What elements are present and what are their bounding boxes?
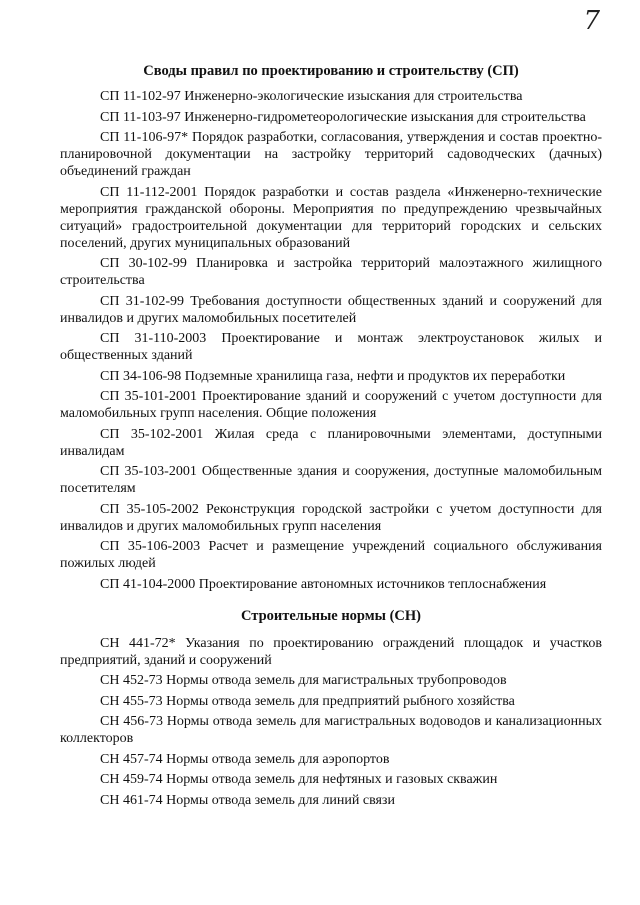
list-item: СП 31-110-2003 Проектирование и монтаж электроустановок жилых и общественных зданий	[60, 331, 602, 363]
list-item: СН 456-73 Нормы отвода земель для магистральных водоводов и канализационных коллекторов	[60, 714, 602, 746]
section-list-sp	[60, 88, 602, 593]
list-item: СН 455-73 Нормы отвода земель для предприятий рыбного хозяйства	[100, 693, 515, 709]
list-item: СП 35-103-2001 Общественные здания и сооружения, доступные маломобильным посетителям	[60, 464, 602, 496]
list-item: СП 11-103-97 Инженерно-гидрометеорологические изыскания для строительства	[100, 109, 586, 125]
list-item: СН 441-72* Указания по проектированию ограждений площадок и участков предприятий, зданий и сооружений	[60, 635, 602, 668]
list-item: СП 41-104-2000 Проектирование автономных источников теплоснабжения	[100, 576, 547, 592]
section-list-sn	[60, 635, 602, 809]
section-heading-sn: Строительные нормы (СН)	[240, 607, 422, 624]
section-heading-sp: Своды правил по проектированию и строительству (СП)	[143, 63, 519, 79]
list-item: СН 452-73 Нормы отвода земель для магистральных трубопроводов	[100, 673, 507, 688]
list-item: СП 11-102-97 Инженерно-экологические изыскания для строительства	[100, 89, 523, 104]
list-item: СП 35-106-2003 Расчет и размещение учреждений социального обслуживания пожилых людей	[60, 539, 602, 571]
list-item: СП 35-101-2001 Проектирование зданий и сооружений с учетом доступности для маломобильных групп населения. Общие положения	[60, 389, 602, 421]
list-item: СП 34-106-98 Подземные хранилища газа, нефти и продуктов их переработки	[100, 368, 566, 384]
list-item: СП 35-102-2001 Жилая среда с планировочными элементами, доступными инвалидам	[60, 426, 602, 459]
list-item: СП 31-102-99 Требования доступности общественных зданий и сооружений для инвалидов и других маломобильных посетителей	[60, 293, 602, 326]
list-item: СН 461-74 Нормы отвода земель для линий связи	[100, 792, 395, 808]
list-item: СП 11-106-97* Порядок разработки, согласования, утверждения и состав проектно-планировочной документации на застройку территорий садоводческих (дачных) объединений граждан	[60, 130, 602, 179]
list-item: СН 459-74 Нормы отвода земель для нефтяных и газовых скважин	[100, 772, 498, 787]
list-item: СП 30-102-99 Планировка и застройка территорий малоэтажного жилищного строительства	[60, 256, 602, 288]
list-item: СН 457-74 Нормы отвода земель для аэропортов	[100, 751, 390, 767]
page-number: 7	[583, 6, 600, 36]
document-body	[60, 62, 602, 812]
list-item: СП 11-112-2001 Порядок разработки и состав раздела «Инженерно-технические мероприятия гражданской обороны. Мероприятия по предупреждению чрезвычайных ситуаций» градостроительной документации для территорий городских и сельских поселений, других муниципальных образований	[60, 184, 602, 251]
list-item: СП 35-105-2002 Реконструкция городской застройки с учетом доступности для инвалидов и других маломобильных групп населения	[60, 501, 602, 534]
